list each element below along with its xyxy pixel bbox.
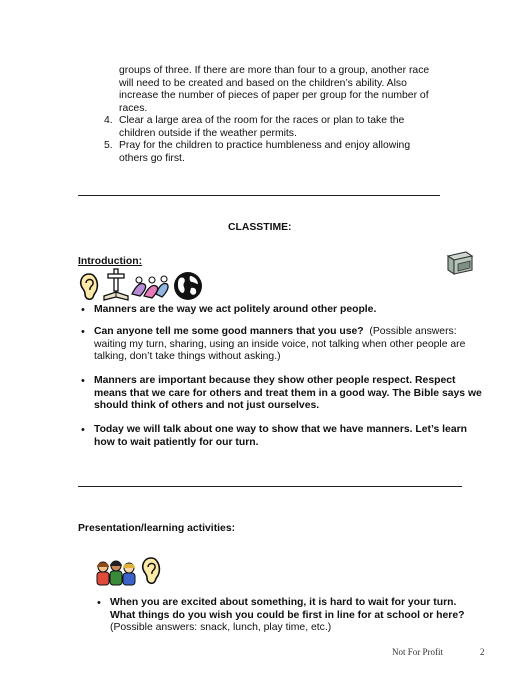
bullet-mark: •	[97, 597, 101, 609]
intro-bullet-2	[94, 326, 465, 364]
text-line: Clear a large area of the room for the races or plan to take the	[119, 115, 405, 126]
text-line: When you are excited about something, it is hard to wait for your turn.	[110, 597, 457, 608]
text-line: increase the number of pieces of paper per group for the number of	[119, 90, 429, 102]
footer-text: Not For Profit	[392, 647, 444, 657]
bullet-mark: •	[81, 375, 85, 387]
bullet-mark: •	[81, 304, 85, 316]
presentation-bullet-1	[110, 597, 464, 635]
globe-icon	[172, 270, 204, 302]
text-line: Manners are the way we act politely around other people.	[94, 304, 377, 315]
intro-bullet-4	[94, 424, 467, 449]
classroom-desk-icon	[444, 250, 476, 278]
introduction-heading: Introduction:	[78, 256, 143, 267]
ear-icon	[78, 272, 100, 302]
text-line: children outside if the weather permits.	[119, 127, 297, 139]
praying-hands-icon	[130, 274, 170, 302]
children-group-icon	[95, 559, 137, 587]
introduction-icon-row	[78, 268, 208, 304]
presentation-heading: Presentation/learning activities:	[78, 523, 236, 534]
text-line: talking, don’t take things without asking.)	[94, 351, 281, 363]
text-line: Pray for the children to practice humbleness and enjoy allowing	[119, 140, 411, 151]
list-number: 5.	[104, 140, 113, 151]
text-line	[94, 326, 465, 339]
bullet-mark: •	[81, 326, 85, 338]
numbered-item-5	[119, 140, 410, 165]
text-line: Manners are important because they show other people respect. Respect	[94, 375, 456, 386]
section-divider	[78, 486, 462, 487]
intro-bullet-3	[94, 375, 482, 413]
setup-continued-paragraph	[119, 65, 429, 115]
bible-cross-icon	[103, 268, 129, 302]
presentation-icon-row	[95, 555, 165, 589]
text-line: (Possible answers: snack, lunch, play time, etc.)	[110, 622, 332, 634]
list-number: 4.	[104, 115, 113, 126]
intro-bullet-1	[94, 304, 376, 317]
text-line: groups of three. If there are more than four to a group, another race	[119, 65, 430, 76]
text-line: should think of others and not just ourselves.	[94, 400, 320, 412]
section-divider	[78, 195, 440, 196]
bullet-mark: •	[81, 424, 85, 436]
text-line: waiting my turn, sharing, using an inside voice, not talking when other people are	[94, 338, 466, 350]
text-line: What things do you wish you could be first in line for at school or here?	[110, 609, 465, 621]
answer-lead: (Possible answers:	[363, 326, 457, 337]
text-line: races.	[119, 102, 148, 114]
classtime-heading: CLASSTIME:	[228, 222, 292, 233]
bold-question: Can anyone tell me some good manners that you use?	[94, 326, 364, 337]
ear-icon	[140, 555, 162, 587]
text-line: how to wait patiently for our turn.	[94, 436, 259, 448]
page-number: 2	[480, 647, 485, 657]
text-line: Today we will talk about one way to show that we have manners. Let’s learn	[94, 424, 467, 435]
numbered-item-4	[119, 115, 404, 140]
text-line: will need to be created and based on the children’s ability. Also	[119, 77, 407, 89]
text-line: others go first.	[119, 152, 185, 164]
text-line: means that we care for others and treat them in a good way. The Bible says we	[94, 387, 482, 399]
